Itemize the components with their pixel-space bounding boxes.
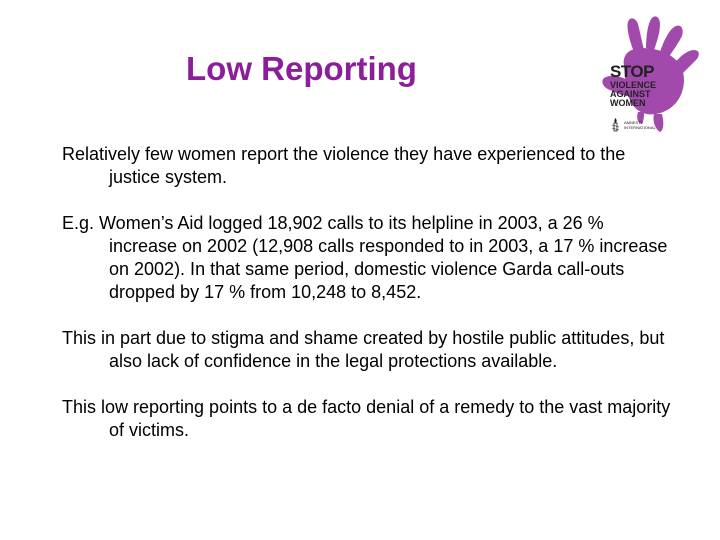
logo-tagline <box>610 81 670 108</box>
org-line: AMNESTY <box>624 120 644 125</box>
stop-violence-logo <box>594 14 710 138</box>
body-paragraph: This low reporting points to a de facto denial of a remedy to the vast majority of victims. <box>62 397 671 440</box>
slide-title: Low Reporting <box>186 50 417 87</box>
amnesty-text <box>624 120 674 130</box>
logo-line: AGAINST <box>610 89 651 99</box>
logo-line: VIOLENCE <box>610 80 657 90</box>
logo-line: WOMEN <box>610 98 646 108</box>
org-line: INTERNATIONAL <box>624 125 656 130</box>
body-paragraph: This in part due to stigma and shame created by hostile public attitudes, but also lack of confidence in the legal protections available. <box>62 328 665 371</box>
logo-stop-text: STOP <box>610 62 654 81</box>
body-paragraph: E.g. Women’s Aid logged 18,902 calls to its helpline in 2003, a 26 % increase on 2002 (12,908 calls responded to in 2003, a 17 % increase on 2002). In that same period, domestic violence Garda call-outs dropped by 17 % from 10,248 to 8,452. <box>62 213 668 302</box>
candle-icon <box>611 118 620 132</box>
body-paragraph: Relatively few women report the violence they have experienced to the justice system. <box>62 144 626 187</box>
slide-body <box>62 143 672 465</box>
